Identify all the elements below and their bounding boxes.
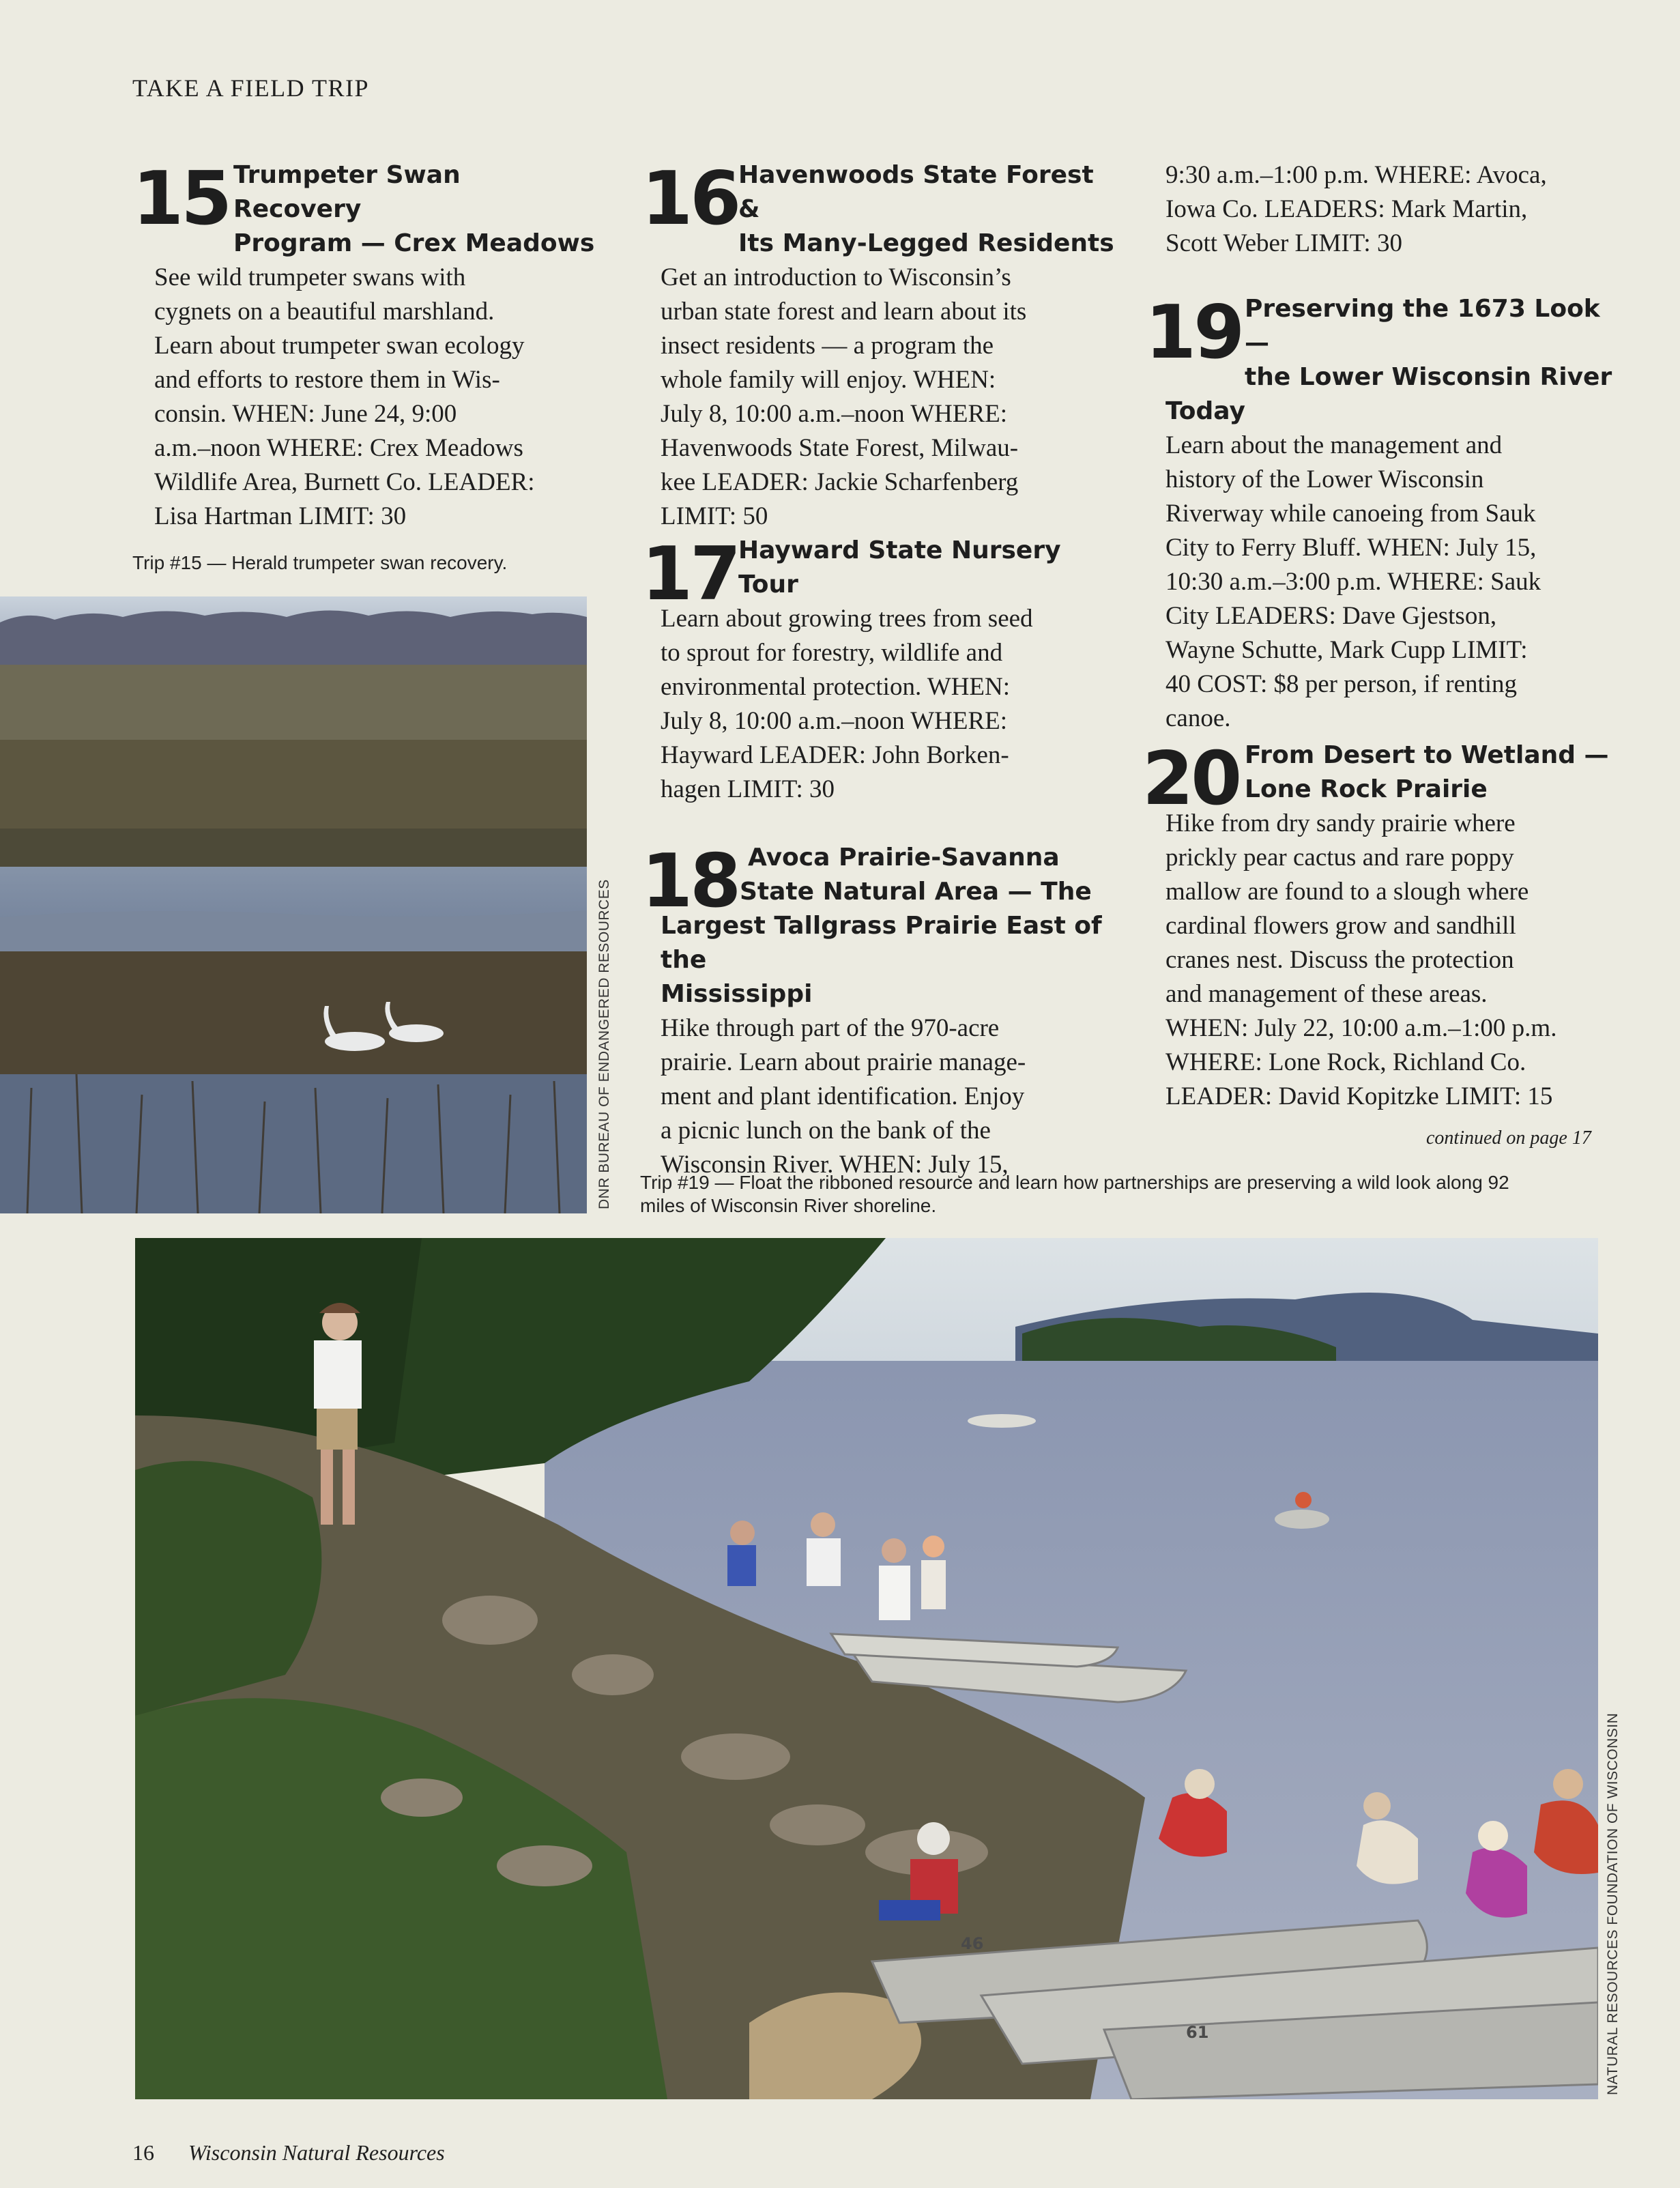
text-line: Havenwoods State Forest, Milwau- [661,434,1019,462]
text-line: Hike through part of the 970-acre [661,1014,1000,1042]
trip-title-line: Avoca Prairie-Savanna [748,844,1060,872]
river-photo-credit: NATURAL RESOURCES FOUNDATION OF WISCONSIN [1605,1712,1621,2095]
trip-description [132,261,596,534]
trip-title-line: Tour [738,571,798,599]
trip-title-line: Hayward State Nursery [738,536,1061,564]
river-photo-caption [640,1171,1509,1218]
text-line: 10:30 a.m.–3:00 p.m. WHERE: Sauk [1165,568,1541,596]
text-line: environmental protection. WHEN: [661,673,1011,701]
canoe-river-photo [135,1238,1598,2099]
text-line: cranes nest. Discuss the protection [1165,946,1514,974]
trip-17 [641,534,1133,807]
trip-description [641,602,1133,807]
text-line: City to Ferry Bluff. WHEN: July 15, [1165,534,1537,562]
swan-photo-caption: Trip #15 — Herald trumpeter swan recovery. [132,552,508,573]
text-line: Learn about the management and [1165,431,1503,459]
text-line: Wisconsin River. WHEN: July 15, [661,1151,1009,1179]
text-line: and management of these areas. [1165,980,1488,1008]
trip-title-line: Program — Crex Meadows [233,229,595,257]
trip-title-line: Trumpeter Swan Recovery [233,161,461,223]
trip-number: 17 [641,532,739,617]
text-line: a.m.–noon WHERE: Crex Meadows [154,434,523,462]
text-line: urban state forest and learn about its [661,298,1027,326]
trip-20 [1142,736,1616,1114]
text-line: 9:30 a.m.–1:00 p.m. WHERE: Avoca, [1165,161,1547,189]
trip-title-line: Preserving the 1673 Look — [1245,295,1600,357]
text-line: a picnic lunch on the bank of the [661,1117,991,1145]
magazine-name: Wisconsin Natural Resources [188,2140,445,2165]
text-line: Hike from dry sandy prairie where [1165,809,1516,837]
text-line: Learn about trumpeter swan ecology [154,332,525,360]
text-line: hagen LIMIT: 30 [661,775,835,803]
trip-title-line: Lone Rock Prairie [1245,775,1488,803]
text-line: kee LEADER: Jackie Scharfenberg [661,468,1019,496]
text-line: Wayne Schutte, Mark Cupp LIMIT: [1165,636,1528,664]
text-line: July 8, 10:00 a.m.–noon WHERE: [661,400,1008,428]
text-line: mallow are found to a slough where [1165,878,1529,906]
trip-title-line: From Desert to Wetland — [1245,741,1609,769]
section-label: TAKE A FIELD TRIP [132,74,369,102]
trip-15 [132,158,596,534]
page-number: 16 [132,2140,154,2165]
caption-line: miles of Wisconsin River shoreline. [640,1195,937,1216]
swan-marsh-photo [0,596,587,1213]
trip-description [641,261,1119,534]
trip-18-continued [1165,158,1602,261]
canoe-number: 61 [1186,2023,1209,2042]
trip-description [1165,158,1602,261]
trip-number: 16 [641,156,739,242]
text-line: whole family will enjoy. WHEN: [661,366,996,394]
trip-title-line: the Lower Wisconsin River [1245,363,1612,391]
trip-number: 19 [1145,290,1243,375]
text-line: canoe. [1165,704,1231,732]
text-line: and efforts to restore them in Wis- [154,366,500,394]
text-line: ment and plant identification. Enjoy [661,1082,1025,1110]
trip-title-line: Today [1165,397,1245,425]
trip-description [1165,807,1616,1114]
text-line: City LEADERS: Dave Gjestson, [1165,602,1497,630]
swan-photo-credit: DNR BUREAU OF ENDANGERED RESOURCES [596,879,612,1209]
text-line: WHEN: July 22, 10:00 a.m.–1:00 p.m. [1165,1014,1557,1042]
text-line: Scott Weber LIMIT: 30 [1165,229,1402,257]
trip-title-line: Havenwoods State Forest & [738,161,1094,223]
text-line: WHERE: Lone Rock, Richland Co. [1165,1048,1526,1076]
text-line: Iowa Co. LEADERS: Mark Martin, [1165,195,1528,223]
trip-number: 20 [1142,736,1240,822]
text-line: LIMIT: 50 [661,502,768,530]
canoe-number: 46 [961,1934,984,1953]
trip-title-line: State Natural Area — The [740,878,1092,906]
text-line: prickly pear cactus and rare poppy [1165,844,1514,872]
trip-description [1165,429,1616,736]
text-line: to sprout for forestry, wildlife and [661,639,1003,667]
trip-title-line: Mississippi [661,980,813,1008]
text-line: Get an introduction to Wisconsin’s [661,263,1011,291]
caption-line: Trip #19 — Float the ribboned resource and learn how partnerships are preserving a wild look along 92 [640,1172,1509,1193]
text-line: Learn about growing trees from seed [661,605,1033,633]
text-line: cardinal flowers grow and sandhill [1165,912,1516,940]
trip-16 [641,158,1119,534]
text-line: 40 COST: $8 per person, if renting [1165,670,1518,698]
trip-number: 15 [132,156,230,242]
page-footer [132,2140,445,2165]
text-line: Wildlife Area, Burnett Co. LEADER: [154,468,535,496]
trip-description [641,1011,1133,1182]
text-line: insect residents — a program the [661,332,994,360]
text-line: LEADER: David Kopitzke LIMIT: 15 [1165,1082,1553,1110]
text-line: history of the Lower Wisconsin [1165,465,1484,493]
text-line: Hayward LEADER: John Borken- [661,741,1009,769]
text-line: prairie. Learn about prairie manage- [661,1048,1026,1076]
text-line: Lisa Hartman LIMIT: 30 [154,502,407,530]
trip-title-line: Its Many-Legged Residents [738,229,1114,257]
text-line: cygnets on a beautiful marshland. [154,298,495,326]
text-line: consin. WHEN: June 24, 9:00 [154,400,457,428]
text-line: See wild trumpeter swans with [154,263,466,291]
text-line: Riverway while canoeing from Sauk [1165,500,1536,528]
trip-number: 18 [641,839,739,924]
text-line: July 8, 10:00 a.m.–noon WHERE: [661,707,1008,735]
continued-note: continued on page 17 [1426,1127,1591,1149]
trip-title-line: Largest Tallgrass Prairie East of the [661,912,1102,974]
trip-19 [1145,290,1616,736]
trip-18 [641,841,1133,1182]
